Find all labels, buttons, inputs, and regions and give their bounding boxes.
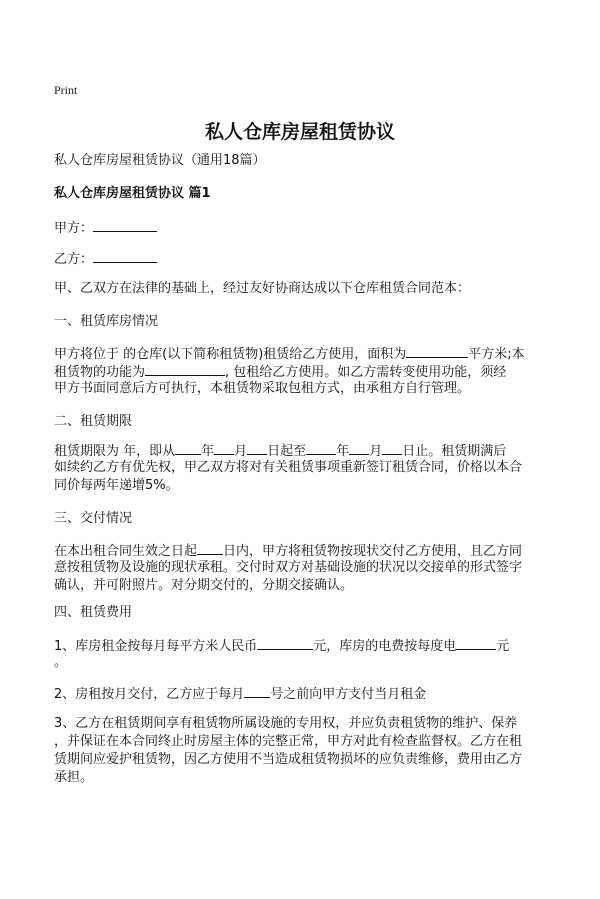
section-2-heading: 二、租赁期限: [54, 414, 133, 429]
party-a-line: [54, 218, 550, 238]
section-2-line-2: 如续约乙方有优先权，甲乙双方将对有关租赁事项重新签订租赁合同，价格以本合: [54, 460, 523, 475]
section-3-text: 在本出租合同生效之日起: [54, 544, 198, 559]
clause-2-line: [54, 684, 550, 704]
section-2-text: 月: [234, 444, 248, 459]
section-1-text: 平方米;本: [468, 347, 525, 362]
start-year-blank: [175, 441, 201, 455]
start-day-blank: [247, 441, 267, 455]
section-2-text: 日止。租赁期满后: [402, 444, 507, 459]
section-1-text: 租赁物的功能为: [54, 365, 146, 380]
section-1-line-3: 甲方书面同意后方可执行，本租赁物采取包租方式，由承租方自行管理。: [54, 381, 471, 396]
party-b-blank: [93, 249, 157, 263]
party-b-line: [54, 249, 550, 269]
section-3-line-1: [54, 541, 550, 561]
end-year-blank: [306, 441, 336, 455]
document-subtitle: 私人仓库房屋租赁协议（通用18篇）: [54, 153, 266, 168]
section-2-line-1: [54, 441, 550, 461]
section-title: 私人仓库房屋租赁协议 篇1: [54, 186, 211, 201]
clause-1-line-1: [54, 636, 550, 656]
clause-2-text: 号之前向甲方支付当月租金: [270, 687, 427, 702]
section-1-line-1: [54, 344, 550, 364]
section-1-heading: 一、租赁库房情况: [54, 314, 159, 329]
section-3-heading: 三、交付情况: [54, 511, 133, 526]
section-4-heading: 四、租赁费用: [54, 605, 133, 620]
section-3-line-2: 意按租赁物及设施的现状承租。交付时双方对基础设施的状况以交接单的形式签字: [54, 560, 523, 575]
payment-day-blank: [244, 684, 270, 698]
function-blank: [145, 362, 225, 376]
clause-1-text: 元，库房的电费按每度电: [313, 639, 457, 654]
clause-1-text: 元: [496, 639, 510, 654]
clause-2-text: 2、房租按月交付，乙方应于每月: [54, 687, 245, 702]
section-1-line-2: [54, 362, 550, 382]
party-b-label: 乙方：: [54, 252, 94, 267]
clause-3-line-1: 3、乙方在租赁期间享有租赁物所属设施的专用权，并应负责租赁物的维护、保养: [54, 716, 518, 731]
section-3-text: 日内，甲方将租赁物按现状交付乙方使用，且乙方同: [223, 544, 523, 559]
end-day-blank: [382, 441, 402, 455]
section-2-text: 租赁期限为 年，即从: [54, 444, 176, 459]
section-3-line-3: 确认，并可附照片。对分期交付的，分期交接确认。: [54, 578, 354, 593]
clause-3-line-4: 承担。: [54, 770, 94, 785]
section-2-text: 日起至: [267, 444, 307, 459]
clause-3-line-2: ，并保证在本合同终止时房屋主体的完整正常，甲方对此有检查监督权。乙方在租: [54, 734, 523, 749]
section-2-text: 月: [369, 444, 383, 459]
clause-3-line-3: 赁期间应爱护租赁物，因乙方使用不当造成租赁物损坏的应负责维修，费用由乙方: [54, 752, 523, 767]
area-blank: [406, 344, 468, 358]
section-1-text: , 包租给乙方使用。如乙方需转变使用功能，须经: [225, 365, 507, 380]
section-2-text: 年: [201, 444, 215, 459]
end-month-blank: [349, 441, 369, 455]
print-label: Print: [54, 83, 78, 97]
clause-1-line-2: 。: [54, 655, 68, 670]
section-1-text: 甲方将位于 的仓库(以下简称租赁物)租赁给乙方使用，面积为: [54, 347, 407, 362]
intro-paragraph: 甲、乙双方在法律的基础上，经过友好协商达成以下仓库租赁合同范本：: [54, 281, 471, 296]
section-2-line-3: 同价每两年递增5%。: [54, 478, 179, 493]
document-title: 私人仓库房屋租赁协议: [204, 121, 395, 143]
start-month-blank: [214, 441, 234, 455]
delivery-days-blank: [197, 541, 223, 555]
clause-1-text: 1、库房租金按每月每平方米人民币: [54, 639, 258, 654]
section-2-text: 年: [336, 444, 350, 459]
electricity-price-blank: [456, 636, 496, 650]
party-a-label: 甲方：: [54, 221, 94, 236]
party-a-blank: [93, 218, 157, 232]
rent-price-blank: [257, 636, 313, 650]
